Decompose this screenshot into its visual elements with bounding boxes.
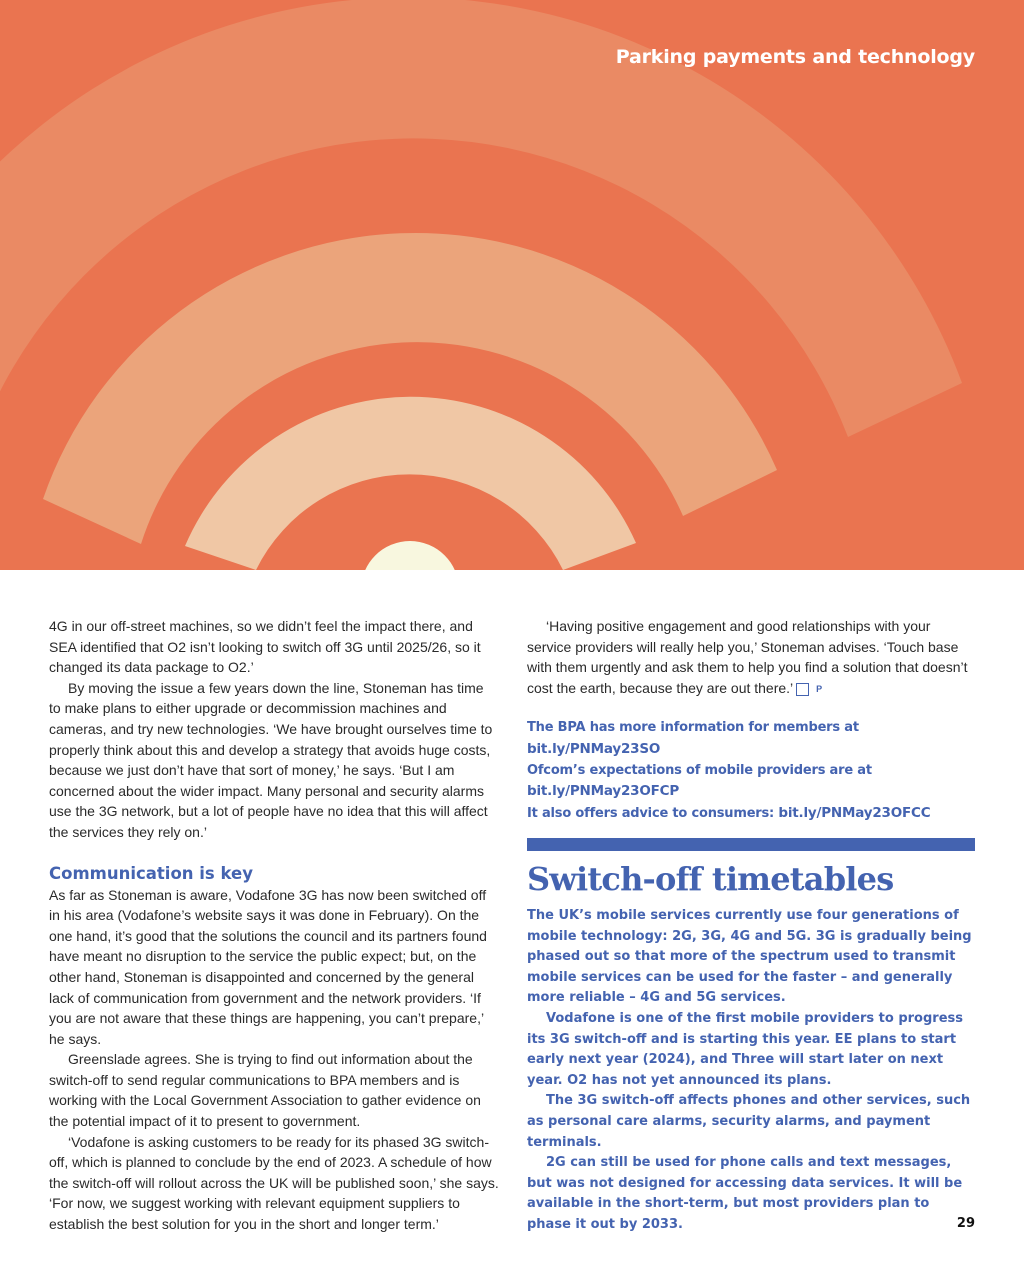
box-paragraph: The 3G switch-off affects phones and other services, such as personal care alarms, security alarms, and payment terminals. — [527, 1093, 971, 1150]
box-paragraph: Vodafone is one of the first mobile providers to progress its 3G switch-off and is starting this year. EE plans to start early next year (2024), and Three will start later on next year. O2 has not yet announced its plans. — [527, 1010, 963, 1088]
hero-illustration — [0, 0, 1024, 570]
info-line: The BPA has more information for members at bit.ly/PNMay23SO — [527, 720, 859, 757]
body-paragraph: Greenslade agrees. She is trying to find out information about the switch-off to send regular communications to BPA members and is working with the Local Government Association to gather evidence on the potential impact of it to present to government. — [49, 1051, 481, 1130]
body-paragraph — [527, 616, 977, 698]
box-top-bar — [527, 838, 975, 851]
end-mark-icon: P — [796, 683, 809, 696]
info-link[interactable]: bit.ly/PNMay23SO — [527, 740, 661, 757]
info-link[interactable]: bit.ly/PNMay23OFCP — [527, 783, 680, 800]
info-link[interactable]: bit.ly/PNMay23OFCC — [778, 804, 931, 821]
body-paragraph: By moving the issue a few years down the line, Stoneman has time to make plans to either upgrade or decommission machines and cameras, and try new technologies. ‘We have brought ourselves time to properly think about this and develop a strategy that avoids huge costs, because we just don’t have that sort of money,’ he says. ‘But I am concerned about the wider impact. Many personal and security alarms use the 3G network, but a lot of people have no idea that this will affect the services they rely on.’ — [49, 679, 493, 840]
body-paragraph: ‘Vodafone is asking customers to be ready for its phased 3G switch-off, which is planned to conclude by the end of 2023. A schedule of how the switch-off will rollout across the UK will be published soon,’ she says. ‘For now, we suggest working with relevant equipment suppliers to establish the best solution for you in the short and longer term.’ — [49, 1133, 499, 1233]
info-line: Ofcom’s expectations of mobile providers are at bit.ly/PNMay23OFCP — [527, 762, 872, 800]
left-column — [49, 616, 499, 1235]
box-body — [527, 906, 977, 1236]
subheading: Communication is key — [49, 863, 253, 883]
box-title: Switch-off timetables — [527, 860, 894, 898]
section-title: Parking payments and technology — [615, 46, 975, 68]
body-paragraph: As far as Stoneman is aware, Vodafone 3G has now been switched off in his area (Vodafone’s website says it was done in February). On the one hand, it’s good that the solutions the council and its partners found have meant no disruption to the service the public expect; but, on the other hand, Stoneman is disappointed and concerned by the general lack of communication from government and the network providers. ‘If you are not aware that these things are happening, you can’t prepare,’ he says. — [49, 886, 487, 1047]
quote-text: ‘Having positive engagement and good relationships with your service providers will really help you,’ Stoneman advises. ‘Touch base with them urgently and ask them to help you find a solution that doesn’t cost the earth, because they are out there.’ — [527, 618, 968, 696]
signal-waves-graphic — [0, 0, 1024, 570]
info-block — [527, 718, 977, 824]
right-column — [527, 616, 977, 824]
box-paragraph: The UK’s mobile services currently use four generations of mobile technology: 2G, 3G, 4G and 5G. 3G is gradually being phased out so that more of the spectrum used to transmit mobile services can be used for the faster – and generally more reliable – 4G and 5G services. — [527, 908, 972, 1006]
box-paragraph: 2G can still be used for phone calls and text messages, but was not designed for accessing data services. It will be available in the short-term, but most providers plan to phase it out by 2033. — [527, 1155, 963, 1232]
body-paragraph: 4G in our off-street machines, so we didn’t feel the impact there, and SEA identified that O2 isn’t looking to switch off 3G until 2025/26, so it changed its data package to O2.’ — [49, 618, 481, 676]
page-number: 29 — [956, 1216, 975, 1231]
info-line: It also offers advice to consumers: bit.ly/PNMay23OFCC — [527, 804, 931, 821]
